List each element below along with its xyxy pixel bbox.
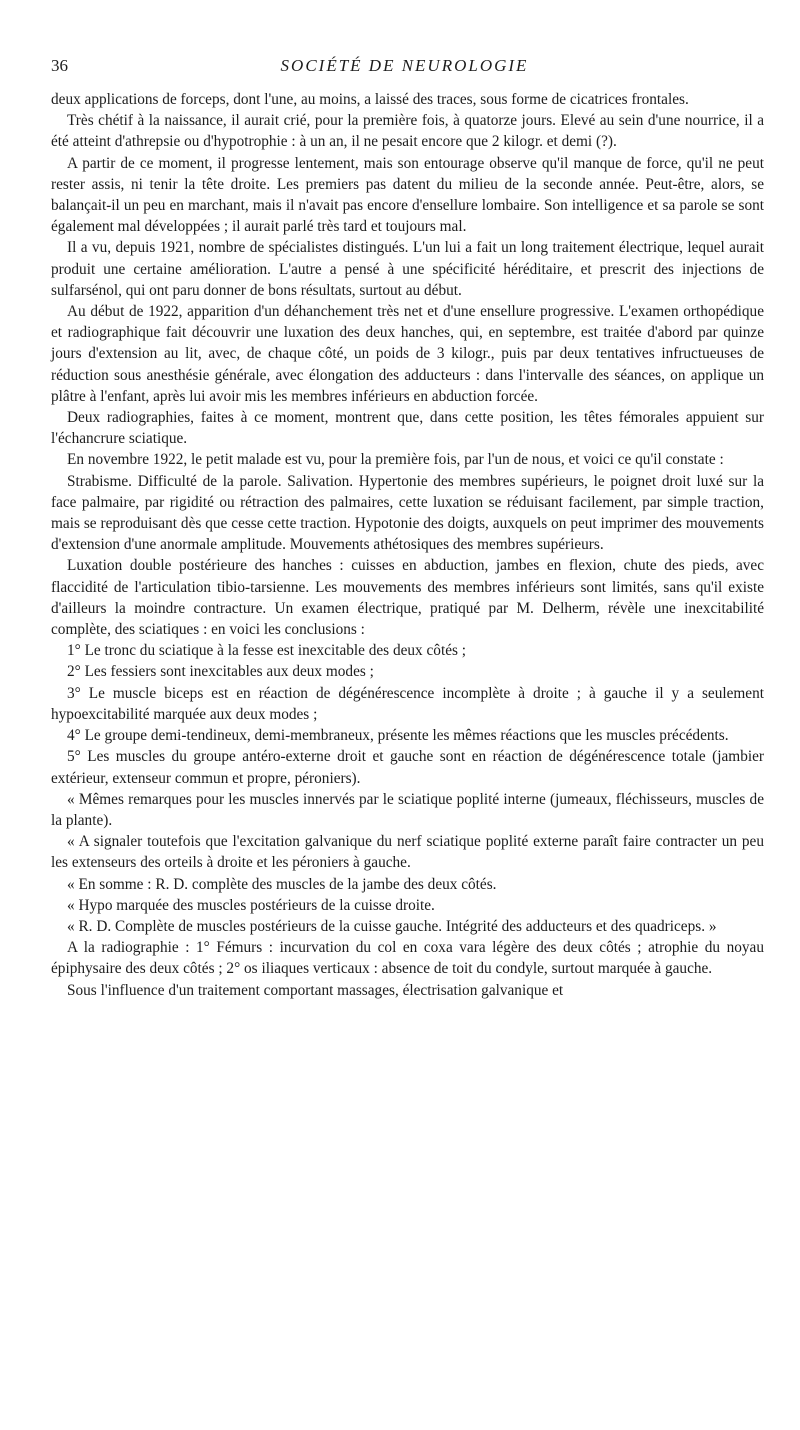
paragraph: Au début de 1922, apparition d'un déhanchement très net et d'une ensellure progressive. L'examen orthopédique et radiographique fait découvrir une luxation des deux hanches, qui, en septembre, est traitée d'abord par quinze jours d'extension au lit, avec, de chaque côté, un poids de 3 kilogr., puis par deux tentatives infructueuses de réduction sous anesthésie générale, avec élongation des adducteurs : dans l'intervalle des séances, on applique un plâtre à l'enfant, après lui avoir mis les membres inférieurs en abduction forcée. bbox=[51, 303, 764, 405]
quoted-paragraph: « En somme : R. D. complète des muscles de la jambe des deux côtés. bbox=[67, 875, 497, 893]
paragraph: Luxation double postérieure des hanches : cuisses en abduction, jambes en flexion, chute des pieds, avec flaccidité de l'articulation tibio-tarsienne. Les mouvements des membres inférieurs sont limités, sans qu'il existe d'ailleurs la moindre contracture. Un examen électrique, pratiqué par M. Delherm, révèle une inexcitabilité complète, des sciatiques : en voici les conclusions : bbox=[51, 557, 764, 639]
paragraph: Il a vu, depuis 1921, nombre de spécialistes distingués. L'un lui a fait un long traitement électrique, lequel aurait produit une certaine amélioration. L'autre a pensé à une spécificité héréditaire, et prescrit des injections de sulfarsénol, qui ont paru donner de bons résultats, surtout au début. bbox=[51, 239, 764, 299]
body-text bbox=[51, 89, 764, 1001]
paragraph: Deux radiographies, faites à ce moment, montrent que, dans cette position, les têtes fémorales appuient sur l'échancrure sciatique. bbox=[51, 409, 764, 448]
list-item: 4° Le groupe demi-tendineux, demi-membraneux, présente les mêmes réactions que les muscles précédents. bbox=[67, 727, 729, 745]
paragraph: En novembre 1922, le petit malade est vu, pour la première fois, par l'un de nous, et voici ce qu'il constate : bbox=[67, 451, 724, 469]
paragraph: deux applications de forceps, dont l'une, au moins, a laissé des traces, sous forme de cicatrices frontales. bbox=[51, 91, 689, 108]
paragraph: Strabisme. Difficulté de la parole. Salivation. Hypertonie des membres supérieurs, le poignet droit luxé sur la face palmaire, par rigidité ou rétraction des palmaires, cette luxation se réduisant facilement, par simple traction, mais se reproduisant dès que cesse cette traction. Hypotonie des doigts, auxquels on peut imprimer des mouvements d'extension d'une anormale amplitude. Mouvements athétosiques des membres supérieurs. bbox=[51, 472, 764, 554]
paragraph: A partir de ce moment, il progresse lentement, mais son entourage observe qu'il manque de force, qu'il ne peut rester assis, ni tenir la tête droite. Les premiers pas datent du milieu de la seconde année. Peut-être, alors, se balançait-il un peu en marchant, mais il n'avait pas encore d'ensellure lombaire. Son intelligence et sa parole se sont également mal développées ; il aurait parlé très tard et toujours mal. bbox=[51, 154, 764, 236]
page-number: 36 bbox=[51, 56, 68, 75]
running-title: SOCIÉTÉ DE NEUROLOGIE bbox=[280, 56, 529, 75]
paragraph: Sous l'influence d'un traitement comportant massages, électrisation galvanique et bbox=[67, 981, 564, 999]
quoted-paragraph: « A signaler toutefois que l'excitation galvanique du nerf sciatique poplité externe paraît faire contracter un peu les extenseurs des orteils à droite et les péroniers à gauche. bbox=[51, 833, 764, 872]
list-item: 5° Les muscles du groupe antéro-externe droit et gauche sont en réaction de dégénérescence totale (jambier extérieur, extenseur commun et propre, péroniers). bbox=[51, 748, 764, 787]
list-item: 1° Le tronc du sciatique à la fesse est inexcitable des deux côtés ; bbox=[67, 642, 467, 660]
list-item: 3° Le muscle biceps est en réaction de dégénérescence incomplète à droite ; à gauche il y a seulement hypoexcitabilité marquée aux deux modes ; bbox=[51, 684, 764, 723]
paragraph: Très chétif à la naissance, il aurait crié, pour la première fois, à quatorze jours. Elevé au sein d'une nourrice, il a été atteint d'athrepsie ou d'hypotrophie : à un an, il ne pesait encore que 2 kilogr. et demi (?). bbox=[51, 112, 764, 151]
paragraph: A la radiographie : 1° Fémurs : incurvation du col en coxa vara légère des deux côtés ; atrophie du noyau épiphysaire des deux côtés ; 2° os iliaques verticaux : absence de toit du condyle, surtout marquée à gauche. bbox=[51, 939, 764, 978]
quoted-paragraph: « R. D. Complète de muscles postérieurs de la cuisse gauche. Intégrité des adducteurs et des quadriceps. » bbox=[67, 917, 717, 935]
list-item: 2° Les fessiers sont inexcitables aux deux modes ; bbox=[67, 663, 374, 681]
quoted-paragraph: « Hypo marquée des muscles postérieurs de la cuisse droite. bbox=[67, 896, 435, 914]
quoted-paragraph: « Mêmes remarques pour les muscles innervés par le sciatique poplité interne (jumeaux, fléchisseurs, muscles de la plante). bbox=[51, 790, 764, 829]
page-header bbox=[51, 52, 758, 82]
